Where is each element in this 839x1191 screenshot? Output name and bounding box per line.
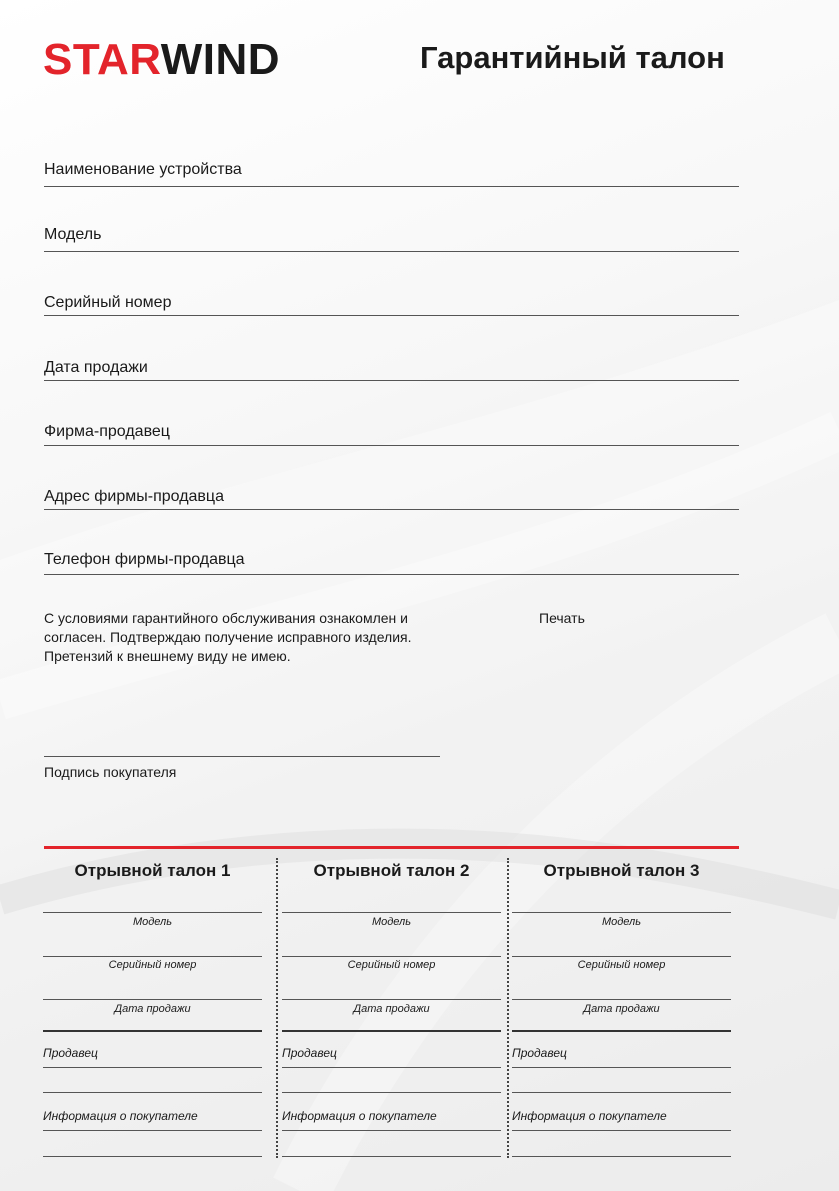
page-title: Гарантийный талон: [420, 40, 725, 75]
field-label-seller-address: Адрес фирмы-продавца: [44, 488, 224, 505]
consent-line: согласен. Подтверждаю получение исправного изделия.: [44, 629, 412, 645]
perforation-line: [276, 858, 278, 1158]
field-label-model: Модель: [44, 226, 102, 243]
field-line-model[interactable]: [44, 251, 739, 252]
coupon-buyer-line[interactable]: [43, 1130, 262, 1131]
coupon-buyer-line-2[interactable]: [512, 1156, 731, 1157]
field-label-serial: Серийный номер: [44, 294, 172, 311]
coupon-seller-label: Продавец: [282, 1046, 337, 1060]
coupon-model-line[interactable]: [512, 912, 731, 913]
coupon-date-line[interactable]: [282, 999, 501, 1000]
coupon-seller-label: Продавец: [43, 1046, 98, 1060]
coupon-date-line[interactable]: [512, 999, 731, 1000]
field-line-seller-address[interactable]: [44, 509, 739, 510]
coupon-date-line[interactable]: [43, 999, 262, 1000]
starwind-logo: [43, 35, 281, 84]
coupon-buyer-label: Информация о покупателе: [282, 1109, 437, 1123]
perforation-line: [507, 858, 509, 1158]
coupon-date-caption: Дата продажи: [353, 1003, 430, 1015]
consent-text: [44, 609, 464, 666]
coupon-model-line[interactable]: [282, 912, 501, 913]
field-label-seller-phone: Телефон фирмы-продавца: [44, 551, 245, 568]
field-line-serial[interactable]: [44, 315, 739, 316]
logo-dark-part: WIND: [160, 35, 281, 84]
coupon-model-line[interactable]: [43, 912, 262, 913]
coupon-serial-line[interactable]: [512, 956, 731, 957]
signature-label: Подпись покупателя: [44, 764, 177, 780]
stamp-label: Печать: [539, 610, 585, 626]
coupon-model-caption: Модель: [371, 916, 412, 928]
coupon-seller-line-2[interactable]: [43, 1092, 262, 1093]
coupon-divider: [43, 1030, 262, 1032]
coupon-title: Отрывной талон 2: [313, 861, 470, 880]
coupon-date-caption: Дата продажи: [114, 1003, 191, 1015]
coupon-serial-caption: Серийный номер: [347, 959, 436, 971]
coupon-seller-line[interactable]: [43, 1067, 262, 1068]
coupon-divider: [282, 1030, 501, 1032]
coupon-buyer-line-2[interactable]: [43, 1156, 262, 1157]
tear-off-coupon-3: [512, 852, 731, 1162]
coupon-serial-caption: Серийный номер: [577, 959, 666, 971]
coupon-title: Отрывной талон 3: [543, 861, 700, 880]
coupon-buyer-line-2[interactable]: [282, 1156, 501, 1157]
tear-off-separator: [44, 846, 739, 849]
coupon-seller-line-2[interactable]: [512, 1092, 731, 1093]
coupon-seller-line[interactable]: [512, 1067, 731, 1068]
coupon-buyer-label: Информация о покупателе: [512, 1109, 667, 1123]
coupon-buyer-label: Информация о покупателе: [43, 1109, 198, 1123]
coupon-serial-caption: Серийный номер: [108, 959, 197, 971]
coupon-model-caption: Модель: [601, 916, 642, 928]
signature-line[interactable]: [44, 756, 440, 757]
coupon-seller-line[interactable]: [282, 1067, 501, 1068]
coupon-seller-line-2[interactable]: [282, 1092, 501, 1093]
consent-line: Претензий к внешнему виду не имею.: [44, 648, 291, 664]
field-line-seller-company[interactable]: [44, 445, 739, 446]
field-label-device-name: Наименование устройства: [44, 161, 242, 178]
tear-off-coupon-2: [282, 852, 501, 1162]
field-line-sale-date[interactable]: [44, 380, 739, 381]
coupon-title: Отрывной талон 1: [74, 861, 231, 880]
coupon-seller-label: Продавец: [512, 1046, 567, 1060]
field-line-device-name[interactable]: [44, 186, 739, 187]
field-line-seller-phone[interactable]: [44, 574, 739, 575]
logo-red-part: STAR: [43, 35, 161, 84]
coupon-serial-line[interactable]: [43, 956, 262, 957]
coupon-date-caption: Дата продажи: [583, 1003, 660, 1015]
field-label-seller-company: Фирма-продавец: [44, 423, 170, 440]
coupon-model-caption: Модель: [132, 916, 173, 928]
coupon-buyer-line[interactable]: [282, 1130, 501, 1131]
consent-line: С условиями гарантийного обслуживания ознакомлен и: [44, 610, 408, 626]
coupon-serial-line[interactable]: [282, 956, 501, 957]
coupon-divider: [512, 1030, 731, 1032]
coupon-buyer-line[interactable]: [512, 1130, 731, 1131]
tear-off-coupon-1: [43, 852, 262, 1162]
field-label-sale-date: Дата продажи: [44, 359, 148, 376]
